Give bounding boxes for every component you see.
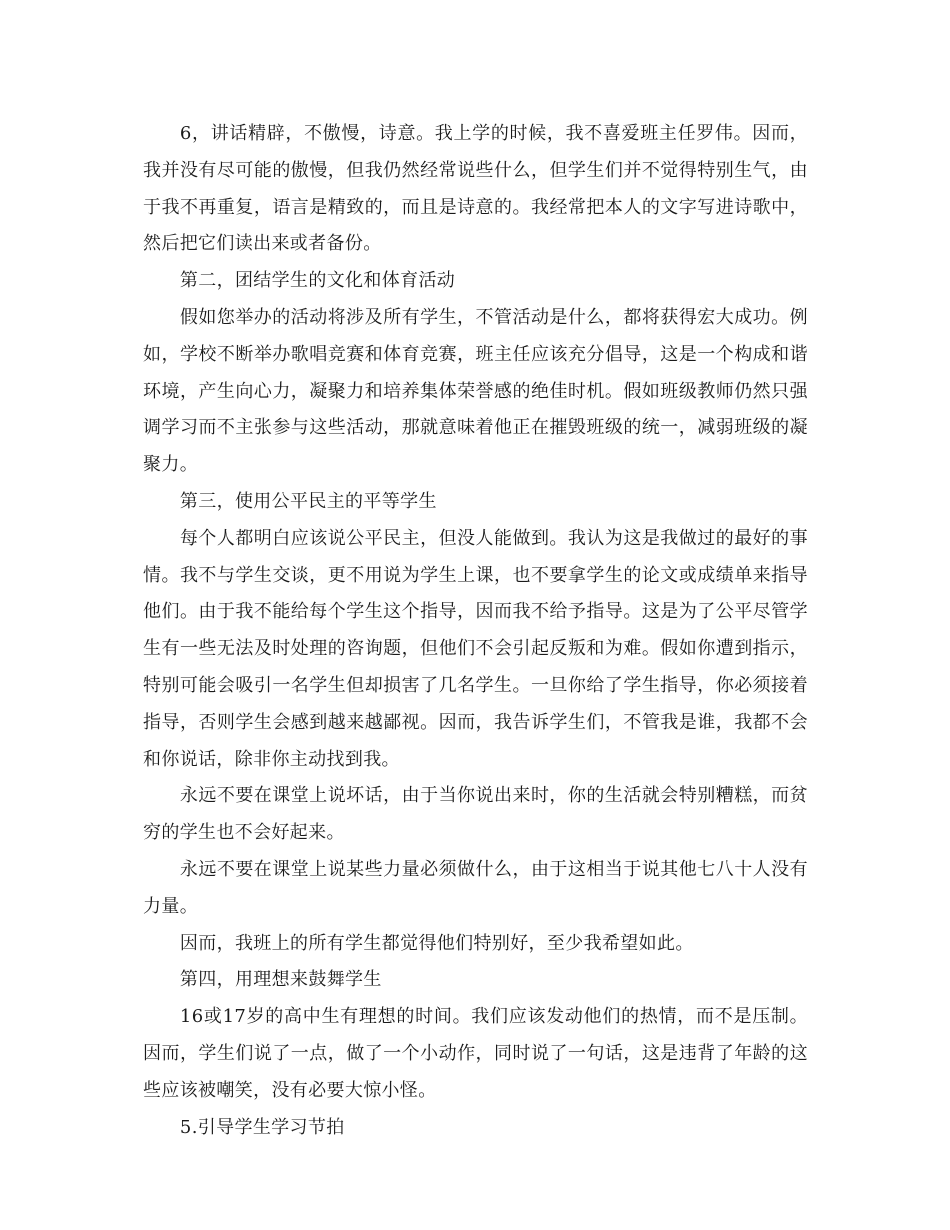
section-heading-fourth: 第四，用理想来鼓舞学生 [179, 969, 382, 991]
paragraph-no-favorites: 永远不要在课堂上说某些力量必须做什么，由于这相当于说其他七八十人没有力量。 [143, 858, 808, 917]
document-body [143, 116, 808, 1146]
section-heading-fifth: 5.引导学生学习节拍 [179, 1116, 345, 1138]
paragraph-no-bad-words: 永远不要在课堂上说坏话，由于当你说出来时，你的生活就会特别糟糕，而贫穷的学生也不会好起来。 [143, 785, 808, 844]
section-heading-second: 第二，团结学生的文化和体育活动 [179, 270, 456, 292]
paragraph-conclusion: 因而，我班上的所有学生都觉得他们特别好，至少我希望如此。 [179, 932, 694, 954]
paragraph-point-six: 6，讲话精辟，不傲慢，诗意。我上学的时候，我不喜爱班主任罗伟。因而，我并没有尽可能的傲慢，但我仍然经常说些什么，但学生们并不觉得特别生气，由于我不再重复，语言是精致的，而且是诗意的。我经常把本人的文字写进诗歌中，然后把它们读出来或者备份。 [143, 123, 808, 255]
paragraph-activities: 假如您举办的活动将涉及所有学生，不管活动是什么，都将获得宏大成功。例如，学校不断举办歌唱竞赛和体育竞赛，班主任应该充分倡导，这是一个构成和谐环境，产生向心力，凝聚力和培养集体荣誉感的绝佳时机。假如班级教师仍然只强调学习而不主张参与这些活动，那就意味着他正在摧毁班级的统一，减弱班级的凝聚力。 [143, 306, 808, 476]
section-heading-third: 第三，使用公平民主的平等学生 [179, 490, 437, 512]
paragraph-ideals: 16或17岁的高中生有理想的时间。我们应该发动他们的热情，而不是压制。因而，学生们说了一点，做了一个小动作，同时说了一句话，这是违背了年龄的这些应该被嘲笑，没有必要大惊小怪。 [143, 1006, 808, 1101]
paragraph-fairness: 每个人都明白应该说公平民主，但没人能做到。我认为这是我做过的最好的事情。我不与学生交谈，更不用说为学生上课，也不要拿学生的论文或成绩单来指导他们。由于我不能给每个学生这个指导，因而我不给予指导。这是为了公平尽管学生有一些无法及时处理的咨询题，但他们不会引起反叛和为难。假如你遭到指示，特别可能会吸引一名学生但却损害了几名学生。一旦你给了学生指导，你必须接着指导，否则学生会感到越来越鄙视。因而，我告诉学生们，不管我是谁，我都不会和你说话，除非你主动找到我。 [143, 527, 808, 770]
